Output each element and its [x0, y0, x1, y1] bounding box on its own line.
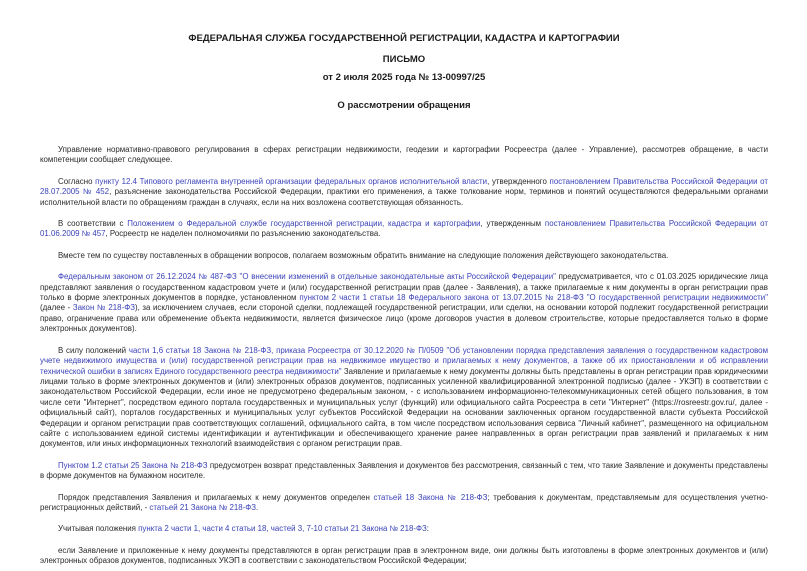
paragraph-text: Учитывая положения [58, 524, 139, 534]
legal-reference-link[interactable]: Положением о Федеральной службе государственной регистрации, кадастра и картографии [127, 219, 481, 229]
paragraph-text: предусматривается, что с 01.03.2025 юридические лица представляют заявления о государственном кадастровом учете и (или) государственной регистрации прав (далее - Заявления), а также прилагаемые к ним документы в орган регистрации прав только в форме электронных документов в порядке, установленном [40, 272, 768, 303]
legal-reference-link[interactable]: пункту 12.4 Типового регламента внутренней организации федеральных органов исполнительной власти [95, 176, 488, 186]
paragraph [40, 346, 768, 450]
paragraph-text: , утвержденным [480, 219, 545, 229]
paragraph [40, 145, 768, 166]
paragraph-text: (далее - [40, 303, 73, 313]
paragraph-text: Порядок представления Заявления и прилагаемых к нему документов определен [58, 492, 374, 502]
paragraph [40, 546, 768, 567]
document-date-number: от 2 июля 2025 года № 13-00997/25 [322, 72, 486, 83]
paragraph [40, 461, 768, 482]
paragraph-text: , Росреестр не наделен полномочиями по разъяснению законодательства. [105, 229, 381, 239]
paragraph-text: , разъяснение законодательства Российской Федерации, практики его применения, а также толкование норм, терминов и понятий осуществляются федеральными органами исполнительной власти по обращениям граждан в случаях, если на них возложена соответствующая обязанность. [40, 187, 768, 207]
paragraph-text: Заявление и прилагаемые к нему документы должны быть представлены в орган регистрации прав юридическими лицами только в форме электронных документов и (или) электронных образов документов, подписанных усиленной квалифицированной электронной подписью (далее - УКЭП) в соответствии с законодательством Российской Федерации, если иное не предусмотрено федеральным законом, - с использованием информационно-телекоммуникационных сетей общего пользования, в том числе сети "Интернет", посредством единого портала государственных и муниципальных услуг (функций) или официального сайта Росреестра в сети "Интернет" (https://rosreestr.gov.ru/, далее - официальный сайт), порталов государственных и муниципальных услуг субъектов Российской Федерации на основании заключенных органом государственной власти субъекта Российской Федерации и органом регистрации прав соответствующих соглашений, официального сайта, в том числе посредством использования сервиса "Личный кабинет", размещенного на официальном сайте с использованием единой системы идентификации и аутентификации и обеспечивающего хранение ранее направленных в орган регистрации прав заявлений и прилагаемых к ним документов, или иных информационных технологий взаимодействия с органом регистрации прав. [40, 366, 768, 449]
legal-reference-link[interactable]: постановлением Правительства Российской Федерации от 28.07.2005 № 452 [40, 176, 768, 197]
legal-reference-link[interactable]: пункта 2 части 1, части 4 статьи 18, частей 3, 7-10 статьи 21 Закона № 218-ФЗ [138, 524, 427, 534]
paragraph-text: предусмотрен возврат представленных Заявления и документов без рассмотрения, связанный с тем, что такие Заявление и документы представлены в форме документов на бумажном носителе. [40, 460, 768, 481]
paragraph-text: Согласно [58, 176, 96, 186]
paragraph-text: если Заявление и приложенные к нему документы представляются в орган регистрации прав в электронном виде, они должны быть изготовлены в форме электронных документов и (или) электронных образов документов, подписанных УКЭП в соответствии с законодательством Российской Федерации; [40, 545, 768, 566]
paragraph-text: ), за исключением случаев, если стороной сделки, подлежащей государственной регистрации, или сделки, на основании которой подлежит государственной регистрации право, ограничение права или обременение объекта недвижимости, является физическое лицо (кроме договоров участия в долевом строительстве, которые предоставляется только в форме электронных документов). [40, 303, 768, 334]
legal-reference-link[interactable]: пунктом 2 части 1 статьи 18 Федерального закона от 13.07.2015 № 218-ФЗ "О государственной регистрации недвижимости" [299, 293, 768, 303]
paragraph-text: В силу положений [58, 345, 129, 355]
legal-reference-link[interactable]: Закон № 218-ФЗ [72, 303, 135, 313]
document-type: ПИСЬМО [382, 54, 426, 65]
paragraph [40, 251, 768, 261]
paragraph [40, 219, 768, 240]
paragraph-text: Управление нормативно-правового регулирования в сферах регистрации недвижимости, геодезии и картографии Росреестра (далее - Управление), рассмотрев обращение, в части компетенции сообщает следующее. [40, 145, 768, 165]
paragraph-text: , утвержденного [487, 176, 550, 186]
legal-reference-link[interactable]: статьей 21 Закона № 218-ФЗ [149, 502, 257, 512]
paragraph [40, 493, 768, 514]
legal-reference-link[interactable]: части 1,6 статьи 18 Закона № 218-ФЗ, приказа Росреестра от 30.12.2020 № П/0509 "Об установлении порядка представления заявления о государственном кадастровом учете недвижимого имущества и (или) государственной регистрации прав на недвижимое имущество и прилагаемых к нему документов, а также об их приостановлении и об исправлении технической ошибки в записях Единого государственного реестра недвижимости" [40, 345, 768, 376]
paragraph [40, 177, 768, 208]
legal-reference-link[interactable]: постановлением Правительства Российской Федерации от 01.06.2009 № 457 [40, 219, 769, 239]
paragraph-text: В соответствии с [58, 219, 128, 229]
paragraph-text: : [426, 524, 429, 534]
document-body [40, 145, 768, 567]
paragraph [40, 272, 768, 334]
paragraph-text: . [256, 502, 259, 512]
legal-reference-link[interactable]: статьей 18 Закона № 218-ФЗ [373, 492, 488, 502]
paragraph-text: Вместе тем по существу поставленных в обращении вопросов, полагаем возможным обратить внимание на следующие положения действующего законодательства. [58, 250, 669, 260]
legal-reference-link[interactable]: Пунктом 1.2 статьи 25 Закона № 218-ФЗ [58, 460, 208, 470]
document-organization: ФЕДЕРАЛЬНАЯ СЛУЖБА ГОСУДАРСТВЕННОЙ РЕГИСТРАЦИИ, КАДАСТРА И КАРТОГРАФИИ [188, 33, 620, 44]
paragraph-text: ; требования к документам, представляемым для осуществления учетно-регистрационных действий, - [40, 492, 768, 512]
document-subject: О рассмотрении обращения [337, 100, 471, 111]
legal-reference-link[interactable]: Федеральным законом от 26.12.2024 № 487-ФЗ "О внесении изменений в отдельные законодательные акты Российской Федерации" [58, 272, 556, 282]
paragraph [40, 524, 768, 534]
